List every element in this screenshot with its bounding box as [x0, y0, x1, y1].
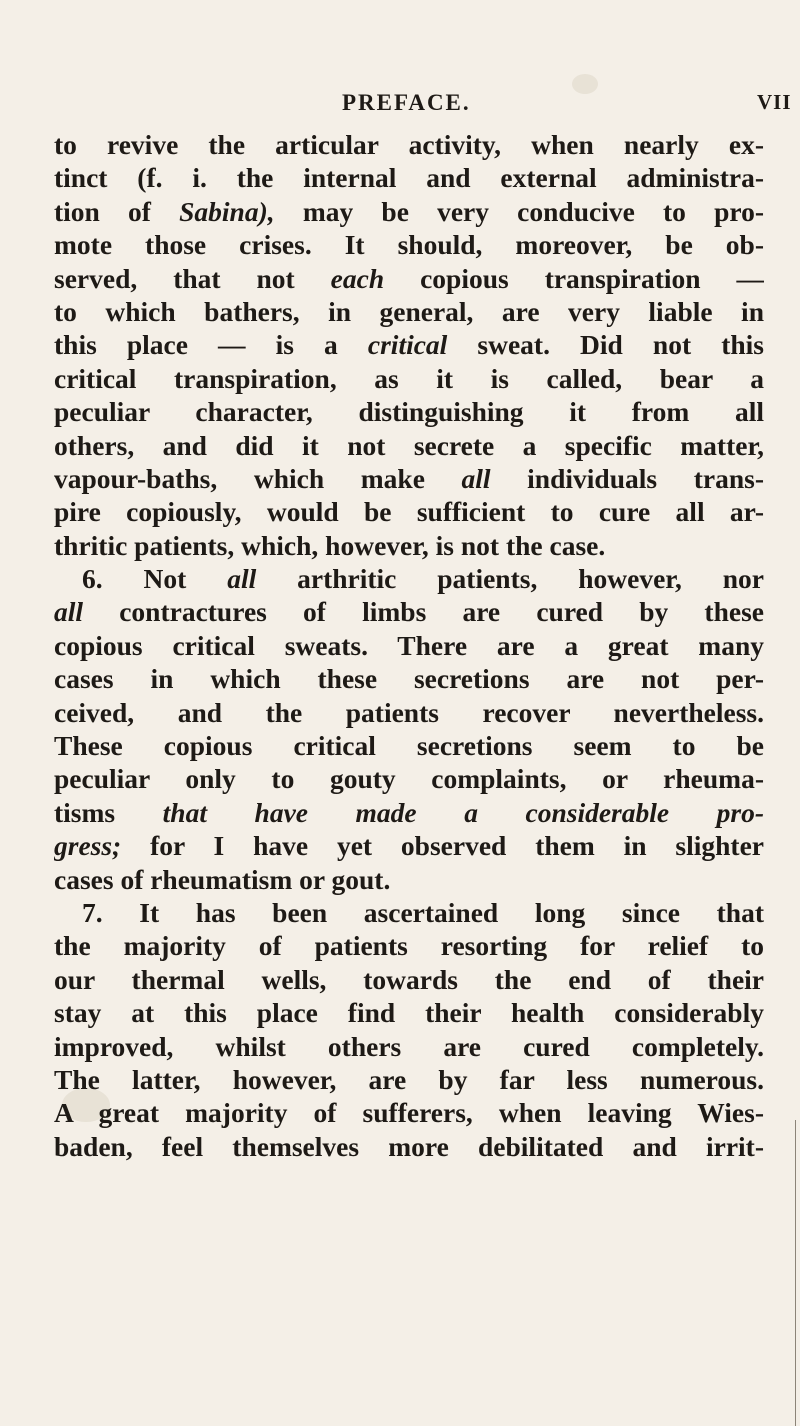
text-line	[54, 429, 764, 462]
text-line	[54, 395, 764, 428]
text-segment: 6. Not	[82, 563, 228, 595]
italic-text: that have made a considerable pro-	[162, 796, 764, 828]
text-segment: arthritic patients, however, nor	[256, 563, 764, 595]
text-line	[54, 362, 764, 395]
text-line	[54, 295, 764, 328]
text-line	[54, 1096, 764, 1129]
text-segment: cases in which these secretions are not per-	[54, 663, 764, 695]
text-line	[54, 996, 764, 1029]
text-segment: to which bathers, in general, are very liable in	[54, 295, 764, 327]
margin-rule	[795, 1120, 796, 1426]
text-line	[54, 262, 764, 295]
text-line	[54, 629, 764, 662]
text-line	[54, 762, 764, 795]
text-line	[54, 228, 764, 261]
text-line	[54, 195, 764, 228]
italic-text: Sabina),	[179, 195, 275, 227]
text-segment: others, and did it not secrete a specific matter,	[54, 429, 764, 461]
text-segment: 7. It has been ascertained long since that	[82, 896, 764, 928]
running-head	[0, 90, 800, 120]
text-segment: individuals trans-	[490, 462, 764, 494]
text-segment: for I have yet observed them in slighter	[121, 830, 764, 862]
text-line	[54, 562, 764, 595]
text-line	[54, 1130, 764, 1163]
text-line	[54, 696, 764, 729]
text-line	[54, 662, 764, 695]
text-line	[54, 1063, 764, 1096]
text-line	[54, 595, 764, 628]
italic-text: all	[227, 563, 257, 595]
text-segment: ceived, and the patients recover nevertheless.	[54, 696, 764, 728]
text-segment: stay at this place find their health considerably	[54, 997, 764, 1029]
text-line	[54, 963, 764, 996]
text-line	[54, 929, 764, 962]
page-number: VII	[757, 90, 792, 114]
text-segment: sweat. Did not this	[447, 329, 764, 361]
text-line	[54, 529, 764, 562]
body-text	[54, 128, 764, 1163]
text-segment: peculiar character, distinguishing it from all	[54, 396, 764, 428]
text-segment: tisms	[54, 796, 163, 828]
text-line	[54, 796, 764, 829]
text-segment: copious critical sweats. There are a great many	[54, 629, 764, 661]
header-title: PREFACE.	[342, 90, 471, 115]
text-segment: served, that not	[54, 262, 331, 294]
text-segment: tinct (f. i. the internal and external administra-	[54, 162, 764, 194]
text-segment: baden, feel themselves more debilitated and irrit-	[54, 1130, 764, 1162]
text-line	[54, 462, 764, 495]
text-segment: contractures of limbs are cured by these	[83, 596, 764, 628]
text-line	[54, 896, 764, 929]
text-line	[54, 495, 764, 528]
italic-text: critical	[367, 329, 448, 361]
text-segment: our thermal wells, towards the end of their	[54, 963, 764, 995]
text-line	[54, 829, 764, 862]
text-segment: pire copiously, would be sufficient to cure all ar-	[54, 496, 764, 528]
text-segment: critical transpiration, as it is called, bear a	[54, 362, 764, 394]
italic-text: all	[54, 596, 84, 628]
text-line	[54, 161, 764, 194]
text-line	[54, 729, 764, 762]
text-segment: this place — is a	[54, 329, 368, 361]
text-segment: These copious critical secretions seem to be	[54, 730, 764, 762]
text-segment: mote those crises. It should, moreover, be ob-	[54, 229, 764, 261]
text-line	[54, 328, 764, 361]
italic-text: each	[330, 262, 385, 294]
italic-text: gress;	[54, 830, 122, 862]
text-segment: improved, whilst others are cured completely.	[54, 1030, 764, 1062]
text-line	[54, 128, 764, 161]
text-segment: thritic patients, which, however, is not the case.	[54, 529, 606, 561]
text-line	[54, 1030, 764, 1063]
text-segment: vapour-baths, which make	[54, 462, 462, 494]
text-segment: the majority of patients resorting for relief to	[54, 930, 764, 962]
text-segment: A great majority of sufferers, when leaving Wies-	[54, 1097, 764, 1129]
text-segment: to revive the articular activity, when nearly ex-	[54, 129, 764, 160]
text-segment: peculiar only to gouty complaints, or rheuma-	[54, 763, 764, 795]
text-segment: may be very conducive to pro-	[274, 195, 764, 227]
text-segment: tion of	[54, 195, 180, 227]
text-segment: cases of rheumatism or gout.	[54, 863, 391, 895]
italic-text: all	[461, 462, 491, 494]
text-line	[54, 863, 764, 896]
text-segment: copious transpiration —	[384, 262, 764, 294]
text-segment: The latter, however, are by far less numerous.	[54, 1063, 764, 1095]
